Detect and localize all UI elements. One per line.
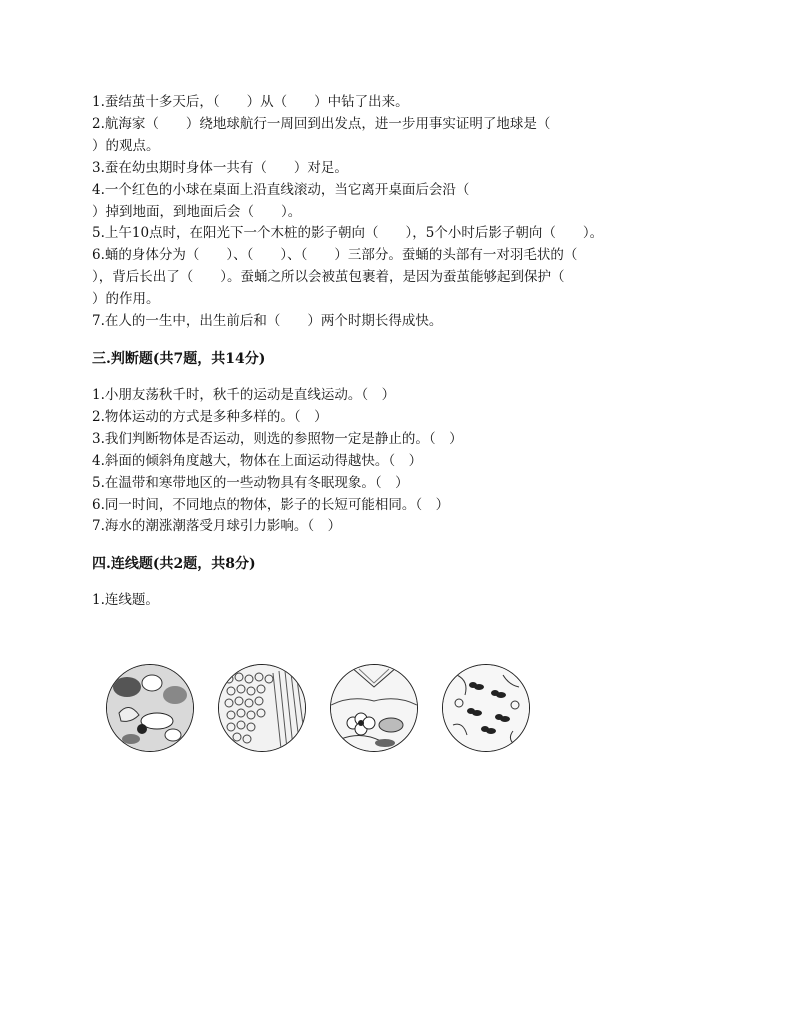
circle-illustration-ants-icon — [442, 664, 530, 752]
judgement-item: 6.同一时间，不同地点的物体，影子的长短可能相同。（ ） — [92, 496, 450, 513]
fill-blank-questions — [92, 92, 692, 333]
fill-blank-line: 7.在人的一生中，出生前后和（ ）两个时期长得成快。 — [92, 313, 443, 330]
fill-blank-line: 4.一个红色的小球在桌面上沿直线滚动，当它离开桌面后会沿（ — [92, 181, 470, 198]
fill-blank-line: ），背后长出了（ ）。蚕蛹之所以会被茧包裹着，是因为蚕茧能够起到保护（ — [92, 269, 565, 286]
fill-blank-line: 3.蚕在幼虫期时身体一共有（ ）对足。 — [92, 159, 348, 176]
fill-blank-line: 5.上午10点时，在阳光下一个木桩的影子朝向（ ），5个小时后影子朝向（ ）。 — [92, 225, 604, 242]
fill-blank-line: 6.蛹的身体分为（ ）、（ ）、（ ）三部分。蚕蛹的头部有一对羽毛状的（ — [92, 247, 578, 264]
circle-illustration-cells-icon — [106, 664, 194, 752]
fill-blank-line: 1.蚕结茧十多天后，（ ）从（ ）中钻了出来。 — [92, 94, 409, 110]
circle-illustration-flowers-icon — [330, 664, 418, 752]
fill-blank-line: ）掉到地面，到地面后会（ ）。 — [92, 203, 302, 220]
circle-illustration-tissue-icon — [218, 664, 306, 752]
fill-blank-line: 2.航海家（ ）绕地球航行一周回到出发点，进一步用事实证明了地球是（ — [92, 115, 551, 132]
matching-pictures — [106, 664, 546, 760]
section-title-matching: 四.连线题(共2题，共8分) — [92, 556, 256, 573]
judgement-item: 2.物体运动的方式是多种多样的。（ ） — [92, 408, 328, 425]
judgement-item: 1.小朋友荡秋千时，秋千的运动是直线运动。（ ） — [92, 386, 396, 403]
fill-blank-line: ）的作用。 — [92, 291, 160, 308]
judgement-item: 7.海水的潮涨潮落受月球引力影响。（ ） — [92, 518, 342, 535]
judgement-item: 5.在温带和寒带地区的一些动物具有冬眠现象。（ ） — [92, 474, 409, 491]
matching-question: 1.连线题。 — [92, 592, 159, 609]
judgement-item: 4.斜面的倾斜角度越大，物体在上面运动得越快。（ ） — [92, 452, 423, 469]
worksheet-page — [92, 92, 692, 612]
judgement-item: 3.我们判断物体是否运动，则选的参照物一定是静止的。（ ） — [92, 430, 463, 447]
judgement-questions — [92, 385, 692, 538]
section-title-judgement: 三.判断题(共7题，共14分) — [92, 350, 266, 367]
fill-blank-line: ）的观点。 — [92, 137, 160, 154]
